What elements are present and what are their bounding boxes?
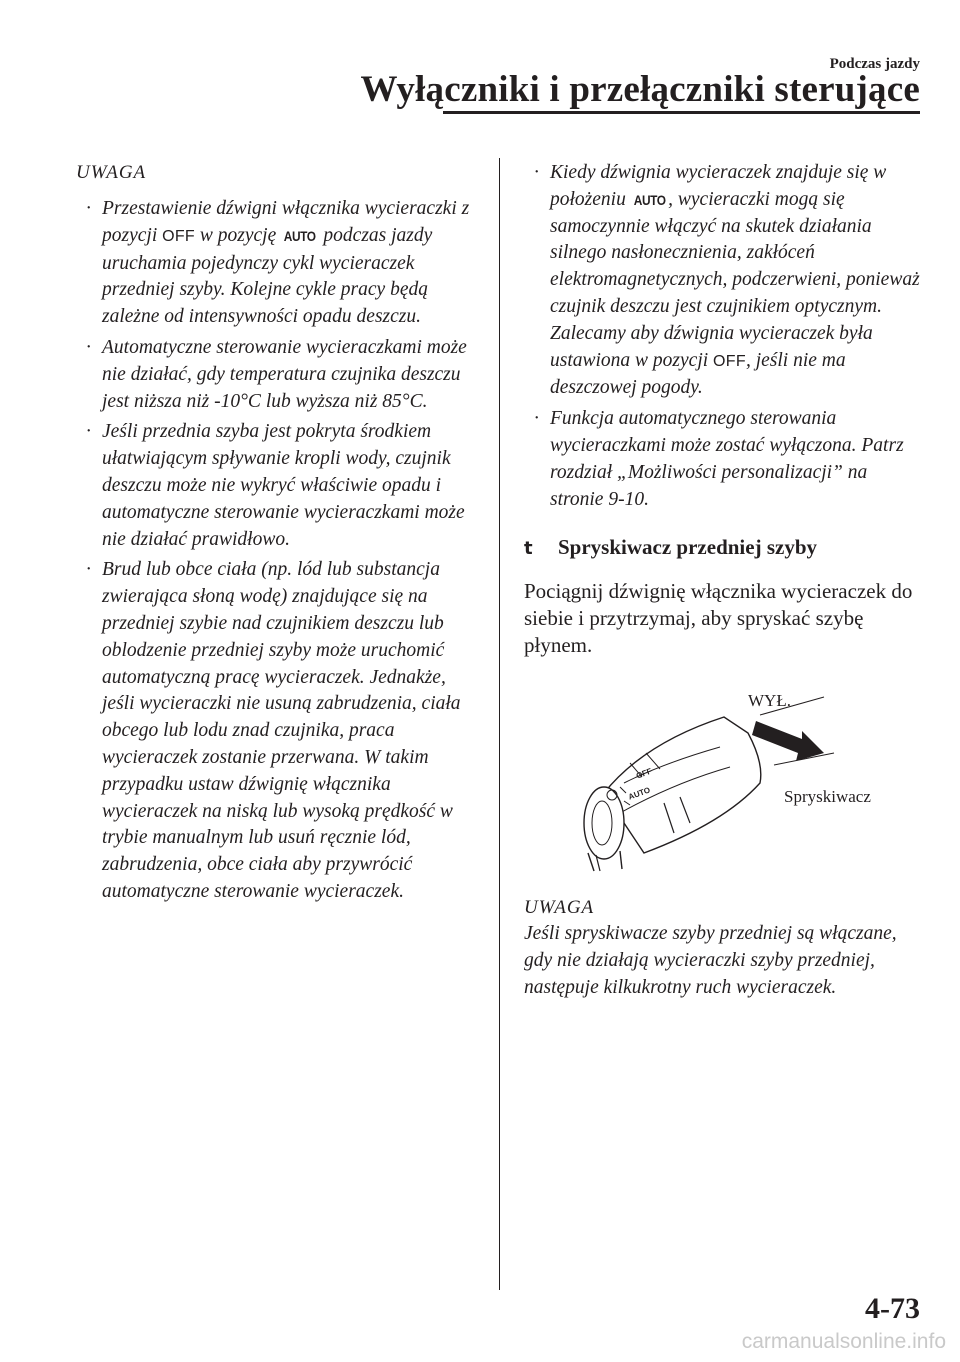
note-item xyxy=(524,406,924,513)
note-text: w pozycję xyxy=(195,224,282,246)
column-divider xyxy=(499,158,500,1290)
mode-badge-auto: AUTO xyxy=(283,227,316,244)
note-text: , jeśli nie ma deszczowej pogody. xyxy=(550,349,846,399)
header-rule xyxy=(443,111,920,114)
note-heading: UWAGA xyxy=(524,897,595,919)
label-off: WYŁ. xyxy=(748,691,791,711)
section-label: Podczas jazdy xyxy=(829,56,920,72)
bullet-icon: · xyxy=(86,336,91,358)
note-item xyxy=(76,419,476,553)
lever-mark-off: OFF xyxy=(634,766,654,781)
lever-tip xyxy=(584,787,624,859)
lever-mark-auto: AUTO xyxy=(627,785,652,802)
watermark: carmanualsonline.info xyxy=(741,1330,946,1353)
bullet-icon: · xyxy=(534,162,539,183)
note-item xyxy=(76,335,476,415)
left-column xyxy=(76,160,476,910)
note-list xyxy=(524,160,924,513)
washer-instructions: Pociągnij dźwignię włącznika wycieraczek do siebie i przytrzymaj, aby spryskać szybę płynem. xyxy=(524,579,913,658)
wiper-lever-drawing xyxy=(524,673,924,873)
label-washer: Spryskiwacz xyxy=(784,787,871,807)
note-heading: UWAGA xyxy=(76,162,147,183)
lever-body xyxy=(604,717,761,853)
note-text: Jeśli spryskiwacze szyby przedniej są włączane, gdy nie działają wycieraczki szyby przedniej, następuje kilkukrotny ruch wycieraczek. xyxy=(524,923,897,998)
heading-marker: t xyxy=(524,538,533,560)
note-text: Kiedy dźwignia wycieraczek znajduje się w położeniu xyxy=(550,162,887,210)
mode-badge-off: OFF xyxy=(162,227,196,245)
mode-badge-off: OFF xyxy=(713,352,746,370)
note-text: Funkcja automatycznego sterowania wycieraczkami może zostać wyłączona. Patrz rozdział „Możliwości personalizacji” na stronie 9-10. xyxy=(550,408,904,510)
note-item xyxy=(524,160,924,402)
pull-arrow-icon xyxy=(752,721,824,761)
page-number: 4-73 xyxy=(865,1292,920,1325)
note-item xyxy=(76,557,476,905)
washer-note xyxy=(524,895,924,1001)
wiper-lever-illustration xyxy=(524,673,924,873)
subsection-heading xyxy=(524,535,924,560)
note-text: podczas jazdy uruchamia pojedynczy cykl wycieraczek przedniej szyby. Kolejne cykle pracy będą zależne od intensywności opadu deszczu. xyxy=(102,224,433,328)
note-text: Jeśli przednia szyba jest pokryta środkiem ułatwiającym spływanie kropli wody, czujnik deszczu może nie wykryć właściwie opadu i automatyczne sterowanie wycieraczkami może nie działać prawidłowo. xyxy=(102,421,465,550)
note-text: Brud lub obce ciała (np. lód lub substancja zwierająca słoną wodę) znajdujące się na przedniej szybie nad czujnikiem deszczu lub oblodzenie przedniej szyby może uruchomić automatyczną pracę wycieraczek. Jednakże, jeśli wycieraczki nie usuną zabrudzenia, ciała obcego lub lodu znad czujnika, praca wycieraczek zostanie przerwana. W takim przypadku ustaw dźwignię włącznika wycieraczek na niską lub wysoką prędkość w trybie manualnym lub usuń ręcznie lód, zabrudzenia, obce ciała aby przywrócić automatyczne sterowanie wycieraczek. xyxy=(102,559,461,902)
note-list xyxy=(76,196,476,906)
note-text: , wycieraczki mogą się samoczynnie włączyć na skutek działania silnego nasłonecznienia, zakłóceń elektromagnetycznych, podczerwieni, ponieważ czujnik deszczu jest czujnikiem optycznym. Zalecamy aby dźwignia wycieraczek była ustawiona w pozycji xyxy=(550,188,920,371)
bullet-icon: · xyxy=(86,421,91,443)
bullet-icon: · xyxy=(86,559,91,581)
bullet-icon: · xyxy=(86,198,91,219)
subsection-title: Spryskiwacz przedniej szyby xyxy=(558,535,817,560)
bullet-icon: · xyxy=(534,408,539,430)
right-column xyxy=(524,160,924,1002)
note-text: Automatyczne sterowanie wycieraczkami może nie działać, gdy temperatura czujnika deszczu jest niższa niż -10°C lub wyższa niż 85°C. xyxy=(102,336,467,412)
note-text: Przestawienie dźwigni włącznika wycieraczki z pozycji xyxy=(102,198,470,246)
note-item xyxy=(76,196,476,331)
mode-badge-auto: AUTO xyxy=(633,191,666,208)
page-title: Wyłączniki i przełączniki sterujące xyxy=(360,69,920,110)
